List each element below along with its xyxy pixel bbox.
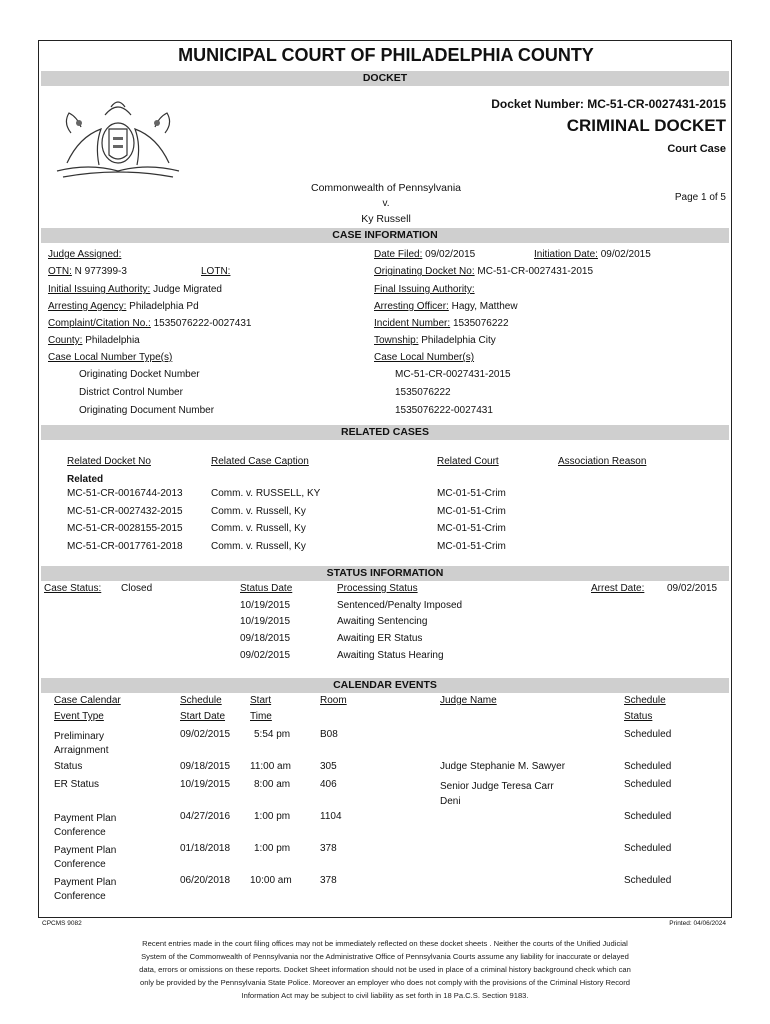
complaint-number [48,318,252,329]
pennsylvania-seal-icon [49,93,187,181]
related-caption: Comm. v. Russell, Ky [211,506,306,517]
calendar-room: 378 [320,875,337,886]
complaint-label: Complaint/Citation No.: [48,318,151,329]
calendar-event: Conference [54,827,106,838]
related-docket-header: Related Docket No [67,456,151,467]
date-filed-value: 09/02/2015 [425,249,476,260]
related-court: MC-01-51-Crim [437,541,506,552]
case-information-bar: CASE INFORMATION [41,228,729,243]
docket-type: CRIMINAL DOCKET [566,116,726,135]
calendar-date: 09/02/2015 [180,729,231,740]
calendar-event: Status [54,761,83,772]
calendar-room: 406 [320,779,337,790]
related-caption: Comm. v. Russell, Ky [211,541,306,552]
disclaimer-line: Recent entries made in the court filing offices may not be immediately reflected on these docket sheets . Neither the courts of the Unified Judicial [142,939,628,948]
calendar-event: Payment Plan [54,845,117,856]
arresting-officer-label: Arresting Officer: [374,301,449,312]
calendar-judge: Senior Judge Teresa Carr [440,781,554,792]
initiation-date [534,249,651,260]
initial-issuing [48,284,222,295]
calendar-time: 8:00 am [254,779,291,790]
processing-status-header: Processing Status [337,583,418,594]
local-number-value: MC-51-CR-0027431-2015 [395,369,511,380]
calendar-events-bar: CALENDAR EVENTS [41,678,729,693]
calendar-time: 10:00 am [250,875,292,886]
caption-line-3: Ky Russell [361,213,411,225]
schedule-status-header: Schedule [624,695,666,706]
calendar-event: Payment Plan [54,877,117,888]
docket-page [38,40,732,918]
calendar-event: Conference [54,859,106,870]
county-label: County: [48,335,83,346]
status-row-date: 10/19/2015 [240,616,291,627]
room-header: Room [320,695,347,706]
date-filed [374,249,475,260]
disclaimer [80,937,690,1002]
township [374,335,496,346]
association-reason-header: Association Reason [558,456,647,467]
arrest-date-value: 09/02/2015 [667,583,718,594]
status-row-date: 10/19/2015 [240,600,291,611]
disclaimer-line: Information Act may be subject to civil liability as set forth in 18 Pa.C.S. Section 9183. [241,991,529,1000]
calendar-event: ER Status [54,779,100,790]
incident-number [374,318,509,329]
local-number-value: 1535076222-0027431 [395,405,493,416]
calendar-room: 305 [320,761,337,772]
judge-name-header: Judge Name [440,695,497,706]
incident-label: Incident Number: [374,318,451,329]
related-docket: MC-51-CR-0027432-2015 [67,506,183,517]
docket-number: Docket Number: MC-51-CR-0027431-2015 [491,97,726,111]
printed-date: Printed: 04/06/2024 [669,920,726,927]
status-row-status: Awaiting Sentencing [337,616,428,627]
schedule-status-header-2: Status [624,711,653,722]
start-time-header-2: Time [250,711,272,722]
calendar-judge: Deni [440,796,461,807]
status-row-date: 09/02/2015 [240,650,291,661]
related-group-label: Related [67,474,104,485]
status-row-status: Awaiting Status Hearing [337,650,444,661]
otn-label: OTN: [48,266,72,277]
calendar-status: Scheduled [624,729,672,740]
event-type-header: Case Calendar [54,695,121,706]
court-title: MUNICIPAL COURT OF PHILADELPHIA COUNTY [178,45,594,65]
county [48,335,140,346]
arresting-officer-value: Hagy, Matthew [451,301,518,312]
otn-value: N 977399-3 [74,266,127,277]
related-docket: MC-51-CR-0017761-2018 [67,541,183,552]
originating-docket-label: Originating Docket No: [374,266,475,277]
township-label: Township: [374,335,419,346]
incident-value: 1535076222 [452,318,509,329]
calendar-room: 1104 [320,811,342,822]
start-time-header: Start [250,695,272,706]
arresting-agency-value: Philadelphia Pd [129,301,199,312]
calendar-time: 11:00 am [250,761,291,772]
judge-assigned-label: Judge Assigned: [48,249,122,260]
caption-line-2: v. [382,198,390,209]
calendar-time: 5:54 pm [254,729,291,740]
calendar-time: 1:00 pm [254,811,291,822]
case-status-label: Case Status: [44,583,102,594]
originating-docket-value: MC-51-CR-0027431-2015 [477,266,594,277]
calendar-date: 04/27/2016 [180,811,231,822]
calendar-room: B08 [320,729,338,740]
complaint-value: 1535076222-0027431 [153,318,252,329]
calendar-status: Scheduled [624,779,672,790]
related-caption: Comm. v. RUSSELL, KY [211,488,321,499]
disclaimer-line: only be provided by the Pennsylvania State Police. Moreover an employer who does not comply with the provisions of the Criminal History Record [139,978,631,987]
initial-issuing-label: Initial Issuing Authority: [48,284,151,295]
calendar-event: Preliminary [54,731,105,742]
local-number-type: District Control Number [79,387,183,398]
calendar-status: Scheduled [624,761,672,772]
case-local-type-label: Case Local Number Type(s) [48,352,173,363]
schedule-date-header-2: Start Date [180,711,226,722]
arresting-agency-label: Arresting Agency: [48,301,127,312]
lotn-label: LOTN: [201,266,231,277]
related-caption-header: Related Case Caption [211,456,309,467]
township-value: Philadelphia City [421,335,496,346]
calendar-date: 10/19/2015 [180,779,231,790]
status-information-bar: STATUS INFORMATION [41,566,729,581]
calendar-status: Scheduled [624,811,672,822]
status-row-status: Sentenced/Penalty Imposed [337,600,463,611]
case-local-number-label: Case Local Number(s) [374,352,475,363]
status-row-status: Awaiting ER Status [337,633,423,644]
event-type-header-2: Event Type [54,711,104,722]
related-docket: MC-51-CR-0028155-2015 [67,523,183,534]
arresting-agency [48,301,199,312]
calendar-status: Scheduled [624,875,672,886]
originating-docket [374,266,593,277]
status-row-date: 09/18/2015 [240,633,291,644]
calendar-date: 01/18/2018 [180,843,231,854]
otn [48,266,127,277]
calendar-judge: Judge Stephanie M. Sawyer [440,761,566,772]
local-number-type: Originating Docket Number [79,369,200,380]
related-cases-bar: RELATED CASES [41,425,729,440]
disclaimer-line: System of the Commonwealth of Pennsylvania nor the Administrative Office of Pennsylvania Courts assume any liability for inaccurate or delayed [141,952,629,961]
local-number-value: 1535076222 [395,387,451,398]
calendar-event: Conference [54,891,106,902]
calendar-date: 09/18/2015 [180,761,231,772]
docket-bar: DOCKET [41,71,729,86]
caption-line-1: Commonwealth of Pennsylvania [311,182,461,194]
status-date-header: Status Date [240,583,293,594]
final-issuing-label: Final Issuing Authority: [374,284,475,295]
related-court: MC-01-51-Crim [437,506,506,517]
initiation-date-value: 09/02/2015 [600,249,651,260]
page-number: Page 1 of 5 [674,192,726,203]
related-court-header: Related Court [437,456,499,467]
initial-issuing-value: Judge Migrated [153,284,222,295]
related-court: MC-01-51-Crim [437,523,506,534]
case-status-value: Closed [121,583,153,594]
arresting-officer [374,301,518,312]
related-court: MC-01-51-Crim [437,488,506,499]
county-value: Philadelphia [85,335,140,346]
related-docket: MC-51-CR-0016744-2013 [67,488,183,499]
arrest-date-label: Arrest Date: [591,583,645,594]
calendar-date: 06/20/2018 [180,875,231,886]
local-number-type: Originating Document Number [79,405,215,416]
related-caption: Comm. v. Russell, Ky [211,523,306,534]
case-kind: Court Case [667,143,726,155]
calendar-event: Arraignment [54,745,109,756]
schedule-date-header: Schedule [180,695,222,706]
form-id: CPCMS 9082 [42,920,82,927]
date-filed-label: Date Filed: [374,249,423,260]
disclaimer-line: data, errors or omissions on these reports. Docket Sheet information should not be used in place of a criminal history background check which can [139,965,631,974]
calendar-event: Payment Plan [54,813,117,824]
calendar-status: Scheduled [624,843,672,854]
calendar-room: 378 [320,843,337,854]
initiation-date-label: Initiation Date: [534,249,598,260]
calendar-time: 1:00 pm [254,843,291,854]
